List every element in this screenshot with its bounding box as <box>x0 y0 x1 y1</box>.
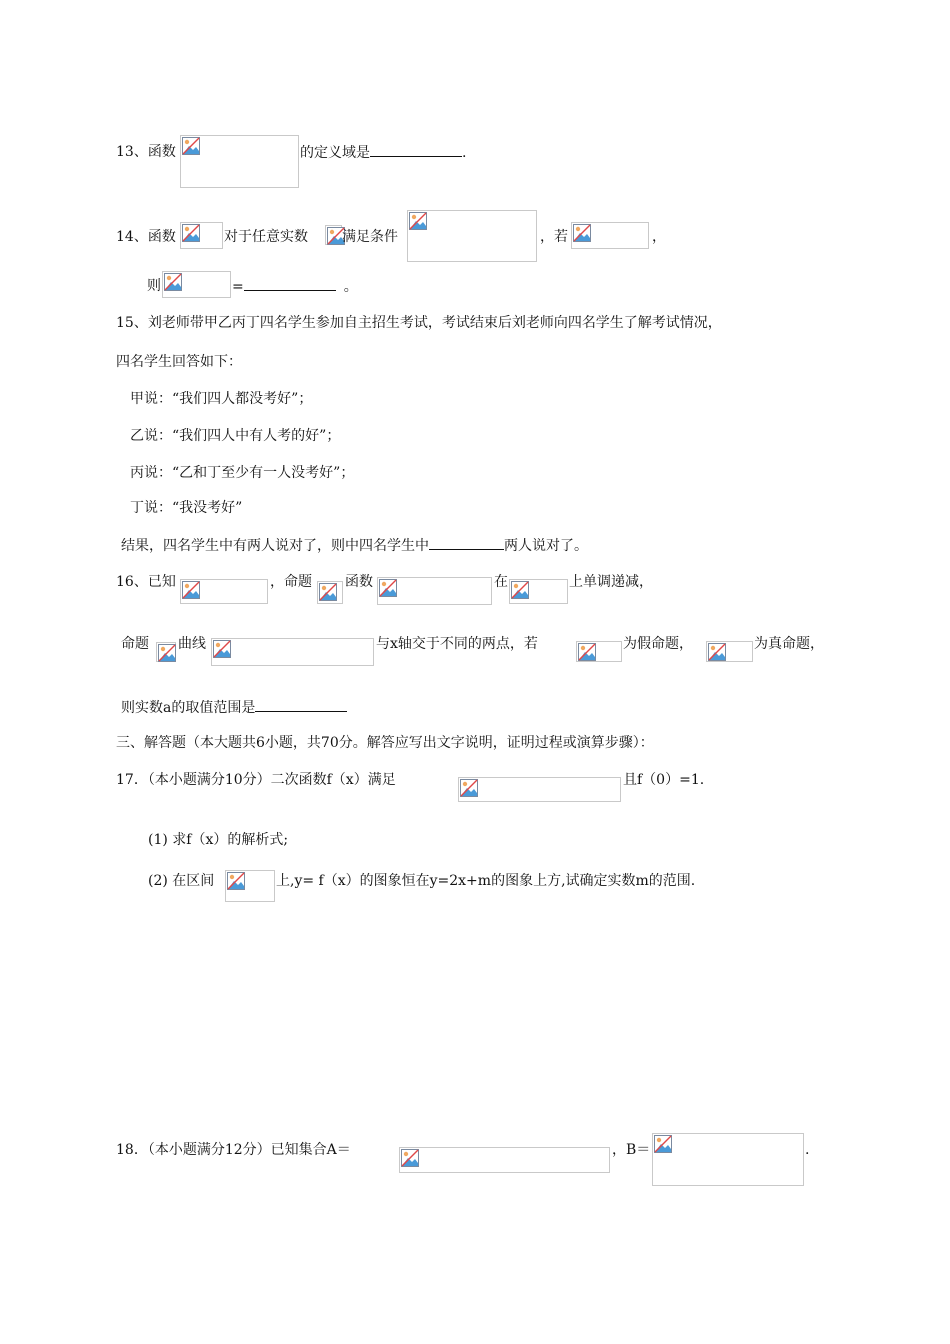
formula-image <box>576 641 622 662</box>
broken-image-icon <box>319 583 337 601</box>
q14-text: 满足条件 <box>342 229 398 245</box>
formula-image <box>571 222 649 249</box>
q17-text: 上,y= f（x）的图象恒在y=2x+m的图象上方,试确定实数m的范围. <box>276 873 696 889</box>
q17-part2: (2) 在区间 <box>148 873 215 889</box>
formula-image <box>225 870 275 902</box>
section-heading: 三、解答题（本大题共6小题，共70分。解答应写出文字说明，证明过程或演算步骤）： <box>116 735 654 751</box>
broken-image-icon <box>379 579 397 597</box>
broken-image-icon <box>460 779 478 797</box>
formula-image <box>156 642 176 662</box>
q15-result: 结果，四名学生中有两人说对了，则中四名学生中 两人说对了。 <box>121 535 588 556</box>
q15-ding: 丁说：“我没考好” <box>130 500 243 516</box>
q15-bing: 丙说：“乙和丁至少有一人没考好”； <box>130 465 355 481</box>
q17-header: 17．（本小题满分10分）二次函数f（x）满足 <box>116 772 396 788</box>
formula-image <box>162 271 231 298</box>
formula-image <box>377 577 492 605</box>
q16-text: ，命题 <box>270 574 312 590</box>
answer-blank <box>255 697 347 712</box>
q16-line1: 16、已知 <box>116 574 176 590</box>
q16-text: 为真命题， <box>754 636 824 652</box>
q15-yi: 乙说：“我们四人中有人考的好”； <box>130 428 341 444</box>
formula-image <box>317 581 343 604</box>
q14-line1: 14、函数 <box>116 229 176 245</box>
broken-image-icon <box>573 224 591 242</box>
q16-text: 函数 <box>345 574 373 590</box>
q15-line2: 四名学生回答如下： <box>116 354 242 370</box>
broken-image-icon <box>401 1149 419 1167</box>
q16-line3: 则实数a的取值范围是 <box>121 697 347 718</box>
q15-line1: 15、刘老师带甲乙丙丁四名学生参加自主招生考试，考试结束后刘老师向四名学生了解考试情况， <box>116 315 722 331</box>
q16-text: 与x轴交于不同的两点，若 <box>376 636 538 652</box>
q15-jia: 甲说：“我们四人都没考好”； <box>130 391 313 407</box>
formula-image <box>180 222 223 249</box>
formula-image <box>211 638 374 666</box>
answer-blank <box>244 276 336 291</box>
broken-image-icon <box>409 212 427 230</box>
q18-header: 18．（本小题满分12分）已知集合A＝ <box>116 1142 351 1158</box>
q16-text: 为假命题， <box>623 636 693 652</box>
formula-image <box>509 579 568 604</box>
q14-line2: 则 <box>147 278 161 294</box>
answer-blank <box>370 142 462 157</box>
q14-text: ， <box>652 229 666 245</box>
q13-line <box>116 142 176 162</box>
broken-image-icon <box>164 273 182 291</box>
formula-image <box>325 225 342 245</box>
formula-image <box>399 1147 610 1173</box>
q13-tail: 的定义域是 . <box>300 142 466 163</box>
q16-text: 曲线 <box>178 636 206 652</box>
q16-line2: 命题 <box>121 636 149 652</box>
broken-image-icon <box>213 640 231 658</box>
formula-image <box>652 1133 804 1186</box>
q13-prefix: 13、函数 <box>116 144 176 160</box>
broken-image-icon <box>511 581 529 599</box>
broken-image-icon <box>708 643 726 661</box>
broken-image-icon <box>227 872 245 890</box>
q17-part1: (1) 求f（x）的解析式; <box>148 832 289 848</box>
q17-text: 且f（0）=1. <box>623 772 705 788</box>
broken-image-icon <box>578 643 596 661</box>
formula-image <box>706 641 753 662</box>
q14-text: = 。 <box>232 276 358 297</box>
formula-image <box>458 777 621 802</box>
broken-image-icon <box>182 581 200 599</box>
formula-image <box>180 579 268 604</box>
formula-image <box>407 210 537 262</box>
q16-text: 上单调递减， <box>569 574 653 590</box>
broken-image-icon <box>654 1135 672 1153</box>
answer-blank <box>429 535 504 550</box>
q18-text: . <box>805 1142 810 1158</box>
formula-image <box>180 135 299 188</box>
broken-image-icon <box>158 644 176 662</box>
q14-text: 对于任意实数 <box>224 229 308 245</box>
broken-image-icon <box>182 224 200 242</box>
q18-text: ，B＝ <box>612 1142 651 1158</box>
q14-text: ，若 <box>540 229 568 245</box>
broken-image-icon <box>182 137 200 155</box>
q16-text: 在 <box>494 574 508 590</box>
